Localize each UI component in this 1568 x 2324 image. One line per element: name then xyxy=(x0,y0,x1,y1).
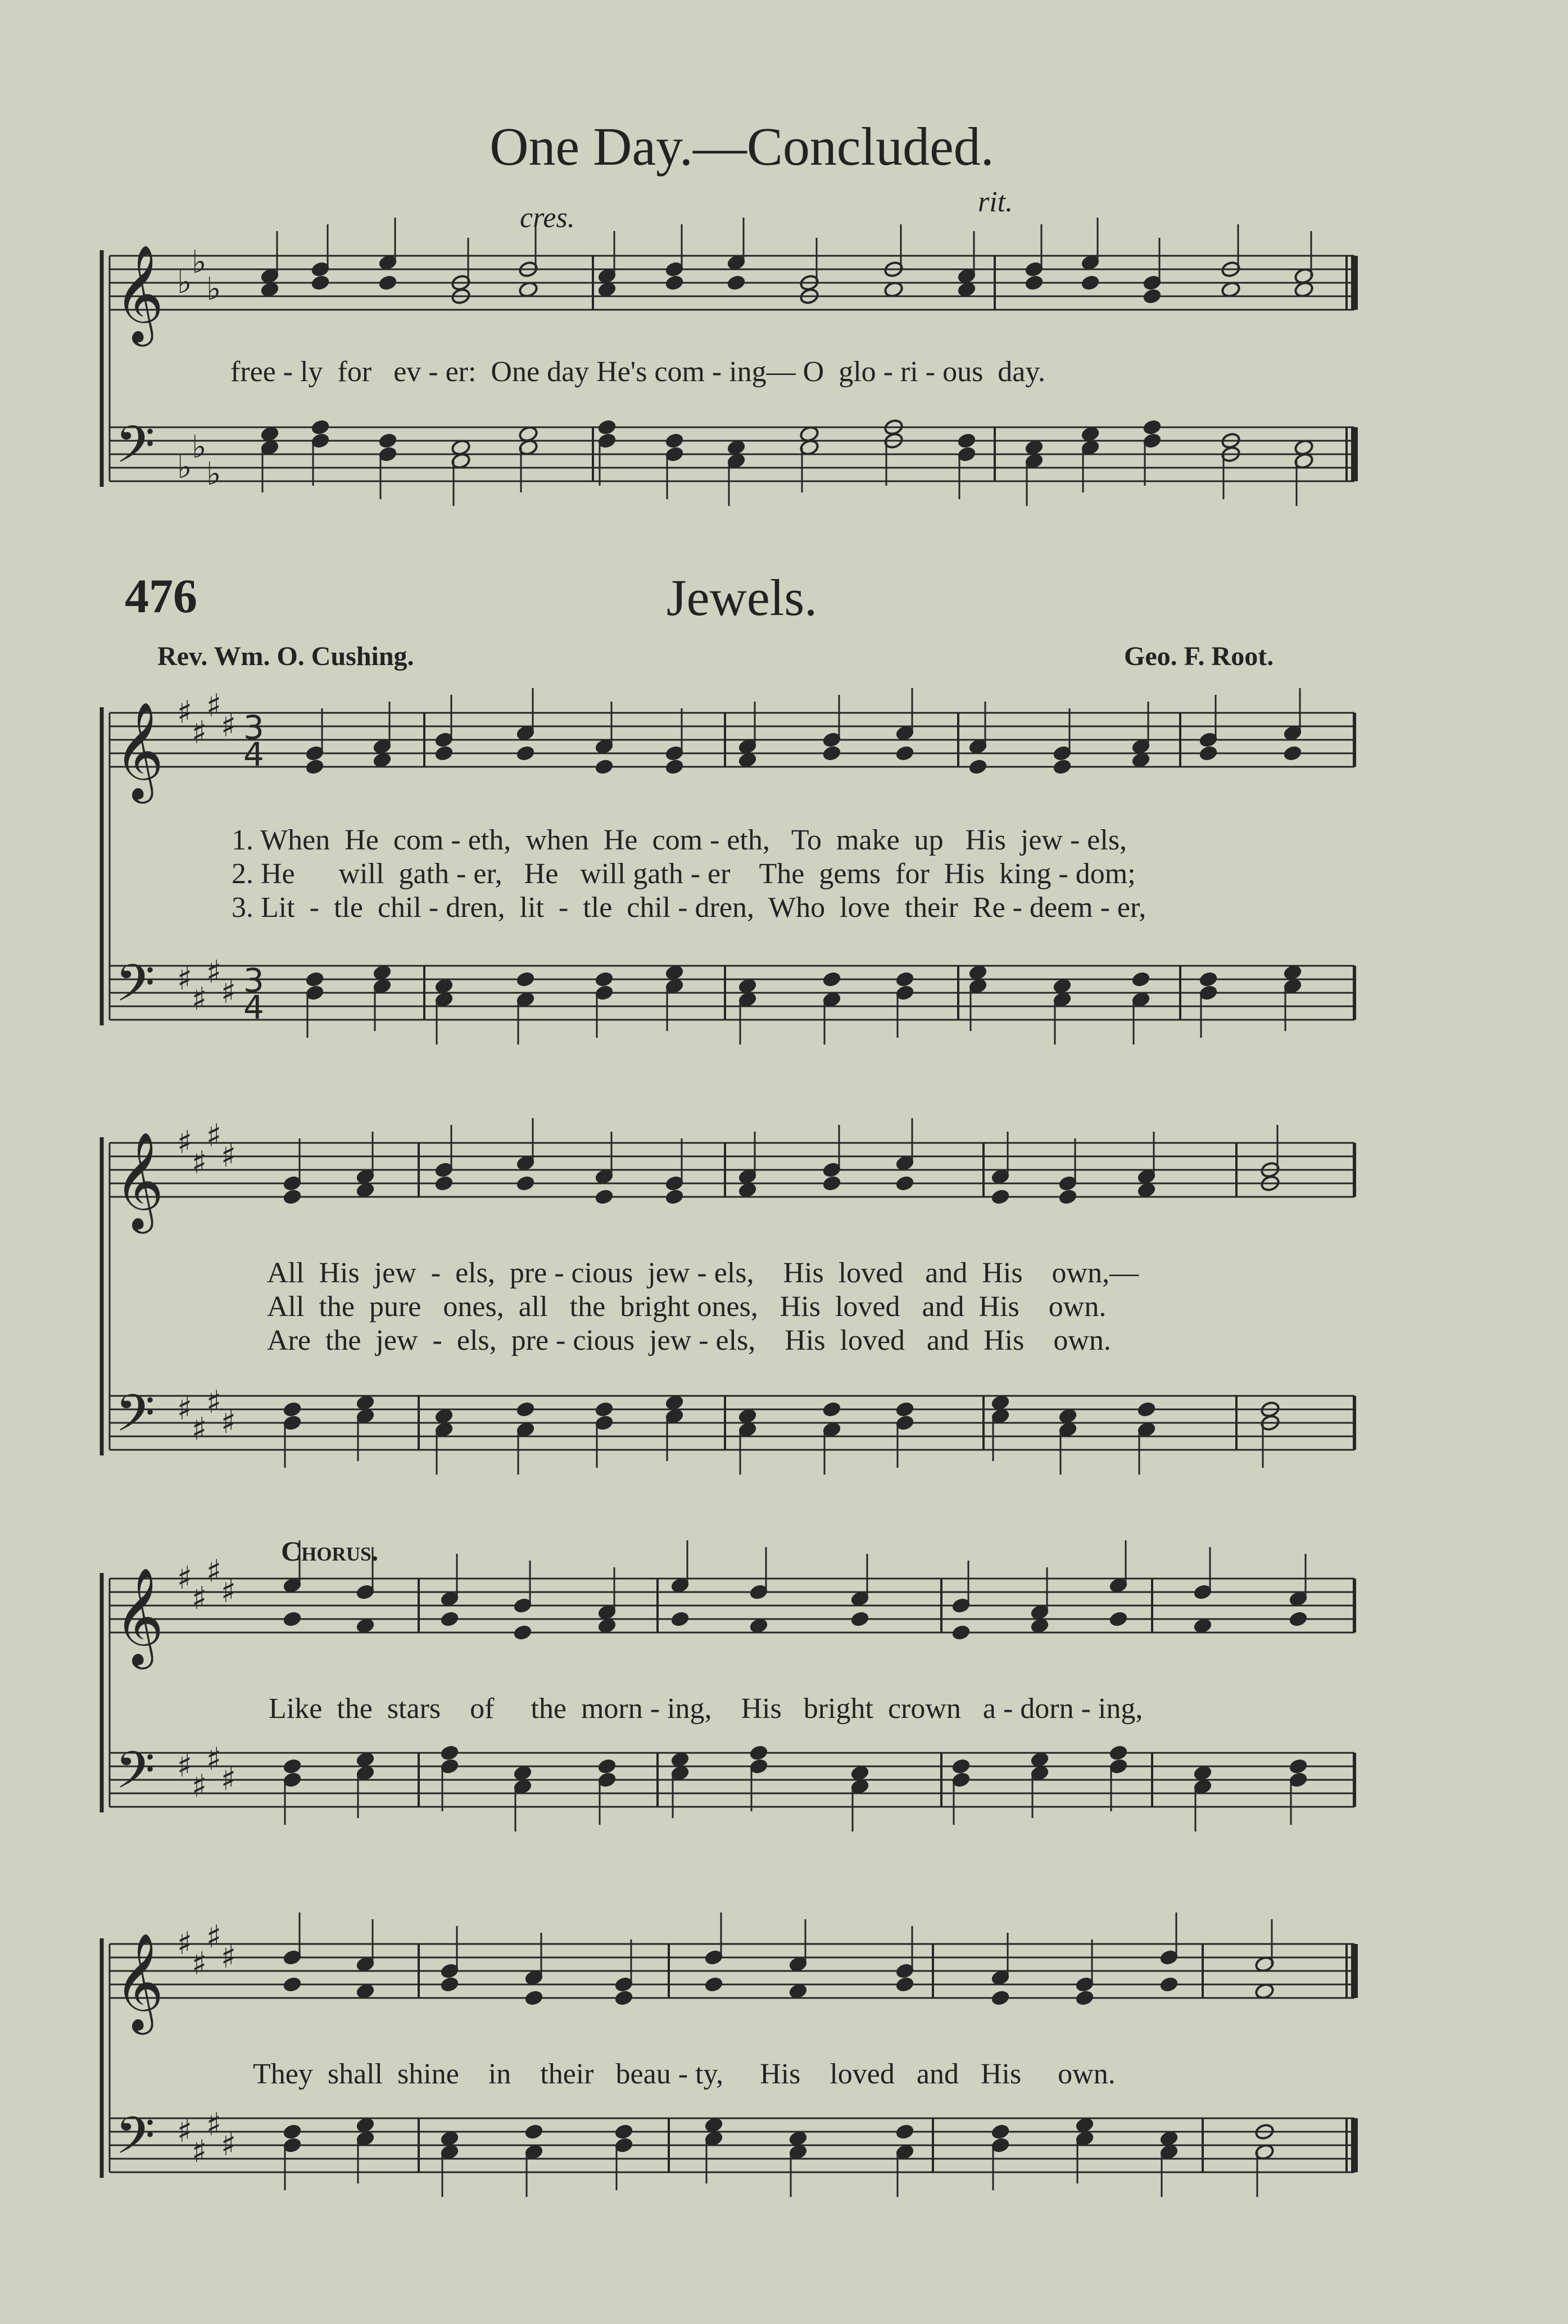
system-chorus-a-key-sharp-sign-icon: ♯ xyxy=(192,1580,207,1617)
note-head xyxy=(957,432,977,450)
system-verse-a-key-sharp-sign-icon: ♯ xyxy=(177,961,193,997)
system-verse-a-time-sig: 4 xyxy=(243,735,264,774)
note-head xyxy=(614,1990,634,2007)
note-head xyxy=(515,745,536,762)
system-chorus-a-key-sharp-sign-icon: ♯ xyxy=(192,1768,207,1805)
system-verse-b-key-sharp-sign-icon: ♯ xyxy=(192,1145,207,1181)
system-chorus-b-key-sharp-sign-icon: ♯ xyxy=(192,2133,207,2170)
note-head xyxy=(704,1976,724,1993)
note-head xyxy=(515,971,536,988)
hymn-number: 476 xyxy=(125,569,197,623)
note-head xyxy=(749,1744,769,1762)
note-head xyxy=(1024,274,1044,292)
note-head xyxy=(524,1990,544,2007)
system-verse-b-key-sharp-sign-icon: ♯ xyxy=(206,1384,222,1421)
note-head xyxy=(822,1175,842,1192)
note-head xyxy=(1198,745,1218,762)
verse-3-line-a: 3. Lit - tle chil - dren, lit - tle chil - dren, Who love their Re - deem - er, xyxy=(232,892,1146,924)
system-verse-a-time-sig: 3 xyxy=(243,708,264,747)
note-head xyxy=(1159,1976,1179,1993)
note-head xyxy=(1075,1990,1095,2007)
note-head xyxy=(1142,288,1162,305)
verse-1-line-b: All His jew - els, pre - cious jew - els, His loved and His own,— xyxy=(267,1257,1139,1289)
note-head xyxy=(990,1990,1010,2007)
system-one-day-key-flat-sign-icon: ♭ xyxy=(192,429,207,465)
note-head xyxy=(664,1188,685,1206)
system-verse-a-key-sharp-sign-icon: ♯ xyxy=(177,694,193,731)
system-one-day-key-flat-sign-icon: ♭ xyxy=(206,456,221,492)
system-verse-b-bass-clef-icon: 𝄢 xyxy=(115,1383,155,1455)
system-verse-a-key-sharp-sign-icon: ♯ xyxy=(192,981,207,1018)
composer-credit: Geo. F. Root. xyxy=(1124,641,1274,671)
system-chorus-b-key-sharp-sign-icon: ♯ xyxy=(206,2106,222,2143)
system-chorus-a-bass-clef-icon: 𝄢 xyxy=(115,1740,155,1812)
note-head xyxy=(822,971,842,988)
note-head xyxy=(951,1758,971,1775)
note-head xyxy=(1283,745,1303,762)
note-head xyxy=(1058,1188,1078,1206)
system-verse-a-key-sharp-sign-icon: ♯ xyxy=(206,688,222,724)
system-chorus-a-key-sharp-sign-icon: ♯ xyxy=(221,1574,237,1610)
note-head xyxy=(1108,1744,1129,1762)
note-head xyxy=(597,419,617,436)
system-chorus-a-key-sharp-sign-icon: ♯ xyxy=(206,1553,222,1590)
system-chorus-a-key-sharp-sign-icon: ♯ xyxy=(177,1560,193,1597)
dynamic-rit: rit. xyxy=(978,186,1013,218)
note-head xyxy=(895,1976,915,1993)
note-head xyxy=(895,745,915,762)
note-head xyxy=(1142,419,1162,436)
note-head xyxy=(282,1611,302,1628)
note-head xyxy=(895,2123,915,2141)
note-head xyxy=(1080,274,1100,292)
system-verse-b-key-sharp-sign-icon: ♯ xyxy=(177,1124,193,1161)
system-verse-a-key-sharp-sign-icon: ♯ xyxy=(221,708,237,744)
note-head xyxy=(513,1624,533,1642)
dynamic-cres: cres. xyxy=(520,202,575,234)
note-head xyxy=(594,758,614,776)
note-head xyxy=(597,1758,617,1775)
note-head xyxy=(310,419,330,436)
system-chorus-b-key-sharp-sign-icon: ♯ xyxy=(192,1946,207,1982)
note-head xyxy=(1198,971,1218,988)
note-head xyxy=(1136,1401,1157,1418)
system-one-day-bass-clef-icon: 𝄢 xyxy=(115,415,155,487)
note-head xyxy=(310,274,330,292)
chorus-label: Chorus. xyxy=(281,1535,379,1567)
hymn-title: Jewels. xyxy=(666,569,818,626)
note-head xyxy=(282,1401,302,1418)
note-head xyxy=(594,1188,614,1206)
system-chorus-b-key-sharp-sign-icon: ♯ xyxy=(221,2127,237,2163)
note-head xyxy=(515,1175,536,1192)
system-chorus-a-key-sharp-sign-icon: ♯ xyxy=(177,1748,193,1784)
chorus-line-2: They shall shine in their beau - ty, His loved and His own. xyxy=(253,2058,1116,2090)
note-head xyxy=(990,1188,1010,1206)
system-one-day-key-flat-sign-icon: ♭ xyxy=(177,264,192,301)
note-head xyxy=(305,971,325,988)
system-verse-b-key-sharp-sign-icon: ♯ xyxy=(221,1404,237,1441)
system-chorus-b-treble-clef-icon: 𝄞 xyxy=(114,1933,164,2031)
system-chorus-b-key-sharp-sign-icon: ♯ xyxy=(177,2113,193,2150)
verse-2-line-a: 2. He will gath - er, He will gath - er The gems for His king - dom; xyxy=(232,858,1136,890)
note-head xyxy=(822,745,842,762)
system-chorus-b-key-sharp-sign-icon: ♯ xyxy=(177,1925,193,1962)
note-head xyxy=(670,1611,690,1628)
note-head xyxy=(1052,758,1072,776)
system-verse-b-treble-clef-icon: 𝄞 xyxy=(114,1132,164,1229)
author-credit: Rev. Wm. O. Cushing. xyxy=(157,641,414,671)
system-verse-a-key-sharp-sign-icon: ♯ xyxy=(192,715,207,751)
note-head xyxy=(664,274,685,292)
note-head xyxy=(439,1976,460,1993)
system-verse-a-key-sharp-sign-icon: ♯ xyxy=(221,974,237,1011)
note-head xyxy=(434,745,454,762)
system-verse-b-key-sharp-sign-icon: ♯ xyxy=(206,1118,222,1154)
note-head xyxy=(524,2123,544,2141)
system-one-day-key-flat-sign-icon: ♭ xyxy=(192,244,207,281)
note-head xyxy=(895,1401,915,1418)
note-head xyxy=(968,758,988,776)
system-verse-a-time-sig: 3 xyxy=(243,961,264,1000)
note-head xyxy=(1288,1758,1308,1775)
note-head xyxy=(850,1611,870,1628)
note-head xyxy=(951,1624,971,1642)
note-head xyxy=(305,758,325,776)
verse-3-line-b: Are the jew - els, pre - cious jew - els, His loved and His own. xyxy=(267,1324,1111,1357)
note-head xyxy=(515,1401,536,1418)
note-head xyxy=(378,432,398,450)
system-verse-a-time-sig: 4 xyxy=(243,988,264,1027)
system-chorus-a-treble-clef-icon: 𝄞 xyxy=(114,1567,164,1665)
note-head xyxy=(282,1188,302,1206)
system-one-day-key-flat-sign-icon: ♭ xyxy=(177,449,192,486)
note-head xyxy=(990,2123,1010,2141)
system-verse-a-bass-clef-icon: 𝄢 xyxy=(115,953,155,1025)
system-verse-a-key-sharp-sign-icon: ♯ xyxy=(206,954,222,991)
system-verse-b-key-sharp-sign-icon: ♯ xyxy=(192,1411,207,1448)
note-head xyxy=(378,274,398,292)
lyric-line-one-day: free - ly for ev - er: One day He's com - ing— O glo - ri - ous day. xyxy=(230,356,1046,388)
system-verse-b-key-sharp-sign-icon: ♯ xyxy=(177,1391,193,1427)
system-verse-b-key-sharp-sign-icon: ♯ xyxy=(221,1138,237,1174)
note-head xyxy=(726,274,746,292)
verse-1-line-a: 1. When He com - eth, when He com - eth, To make up His jew - els, xyxy=(232,824,1127,856)
note-head xyxy=(664,758,685,776)
note-head xyxy=(594,1401,614,1418)
system-one-day-key-flat-sign-icon: ♭ xyxy=(206,271,221,308)
system-verse-a-treble-clef-icon: 𝄞 xyxy=(114,702,164,799)
note-head xyxy=(664,432,685,450)
note-head xyxy=(895,971,915,988)
system-chorus-a-key-sharp-sign-icon: ♯ xyxy=(221,1761,237,1798)
note-head xyxy=(822,1401,842,1418)
note-head xyxy=(1108,1611,1129,1628)
verse-2-line-b: All the pure ones, all the bright ones, His loved and His own. xyxy=(267,1291,1107,1323)
system-chorus-b-key-sharp-sign-icon: ♯ xyxy=(206,1919,222,1955)
note-head xyxy=(282,2123,302,2141)
note-head xyxy=(434,1175,454,1192)
system-chorus-a-key-sharp-sign-icon: ♯ xyxy=(206,1741,222,1778)
chorus-line-1: Like the stars of the morn - ing, His bright crown a - dorn - ing, xyxy=(269,1693,1143,1725)
system-chorus-b-bass-clef-icon: 𝄢 xyxy=(115,2106,155,2178)
note-head xyxy=(594,971,614,988)
note-head xyxy=(439,1611,460,1628)
page-title-one-day: One Day.—Concluded. xyxy=(490,116,994,177)
note-head xyxy=(1131,971,1151,988)
note-head xyxy=(614,2123,634,2141)
system-one-day-treble-clef-icon: 𝄞 xyxy=(114,245,164,342)
note-head xyxy=(895,1175,915,1192)
note-head xyxy=(439,1744,460,1762)
system-chorus-b-key-sharp-sign-icon: ♯ xyxy=(221,1939,237,1975)
note-head xyxy=(282,1758,302,1775)
note-head xyxy=(282,1976,302,1993)
note-head xyxy=(1288,1611,1308,1628)
